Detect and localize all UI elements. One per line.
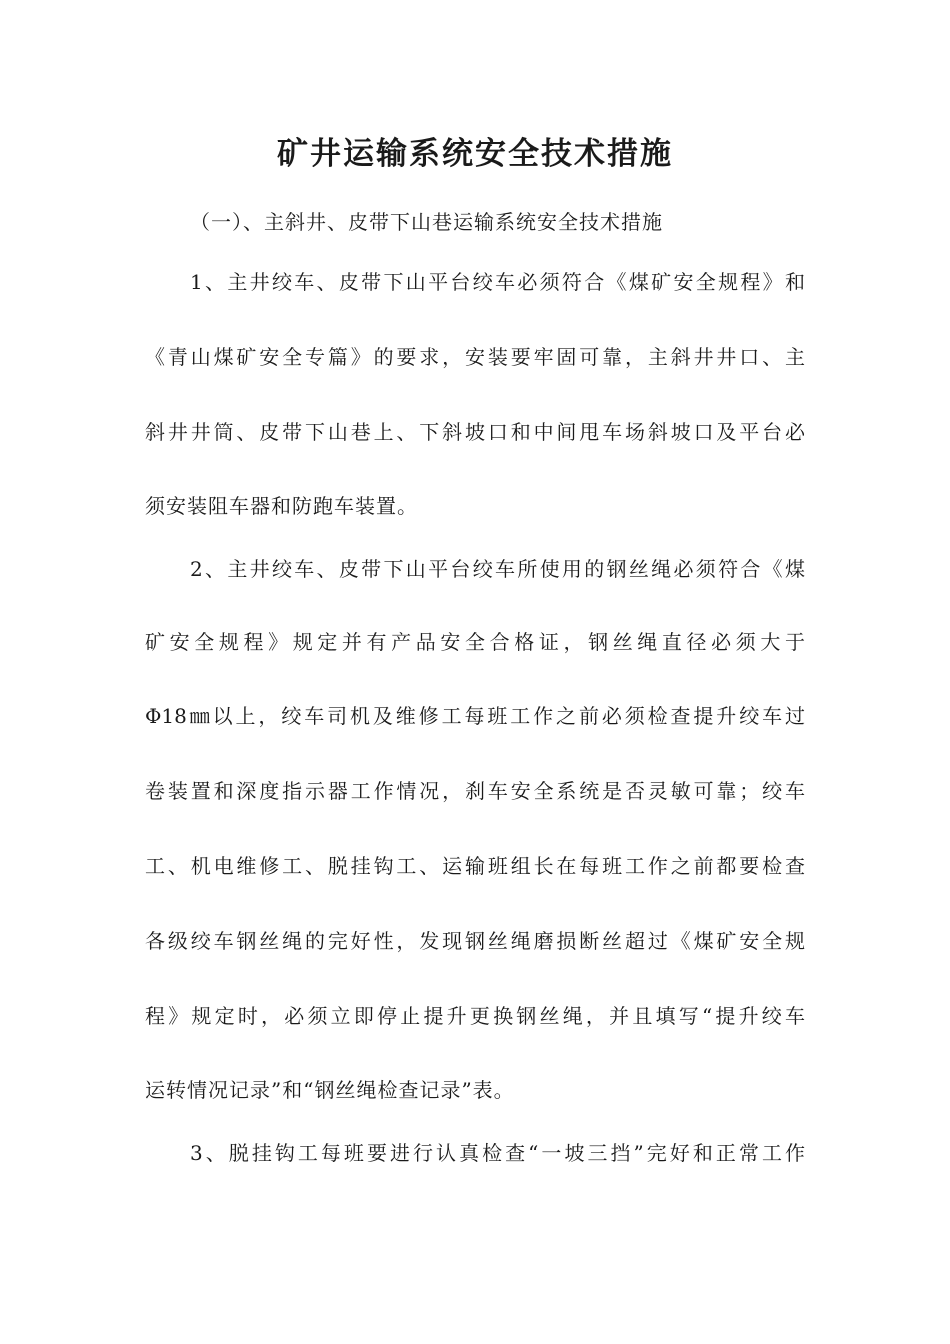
section-heading: （一）、主斜井、皮带下山巷运输系统安全技术措施 — [190, 210, 663, 234]
paragraph-line: 运转情况记录”和“钢丝绳检查记录”表。 — [145, 1078, 515, 1102]
paragraph-line: 须安装阻车器和防跑车装置。 — [145, 494, 418, 518]
paragraph-line: 矿安全规程》规定并有产品安全合格证，钢丝绳直径必须大于 — [145, 630, 805, 654]
paragraph-line: 1、主井绞车、皮带下山平台绞车必须符合《煤矿安全规程》和 — [190, 270, 805, 294]
paragraph-line: 各级绞车钢丝绳的完好性，发现钢丝绳磨损断丝超过《煤矿安全规 — [145, 929, 805, 953]
paragraph-line: 程》规定时，必须立即停止提升更换钢丝绳，并且填写“提升绞车 — [145, 1004, 805, 1028]
paragraph-line: 2、主井绞车、皮带下山平台绞车所使用的钢丝绳必须符合《煤 — [190, 557, 805, 581]
document-title: 矿井运输系统安全技术措施 — [277, 136, 673, 172]
paragraph-line: 3、脱挂钩工每班要进行认真检查“一坡三挡”完好和正常工作 — [190, 1141, 805, 1165]
paragraph-line: 《青山煤矿安全专篇》的要求，安装要牢固可靠，主斜井井口、主 — [145, 345, 805, 369]
paragraph-line: 卷装置和深度指示器工作情况，刹车安全系统是否灵敏可靠；绞车 — [145, 779, 805, 803]
paragraph-line: 工、机电维修工、脱挂钩工、运输班组长在每班工作之前都要检查 — [145, 854, 805, 878]
paragraph-line: Φ18㎜以上，绞车司机及维修工每班工作之前必须检查提升绞车过 — [145, 704, 805, 728]
paragraph-line: 斜井井筒、皮带下山巷上、下斜坡口和中间甩车场斜坡口及平台必 — [145, 420, 805, 444]
